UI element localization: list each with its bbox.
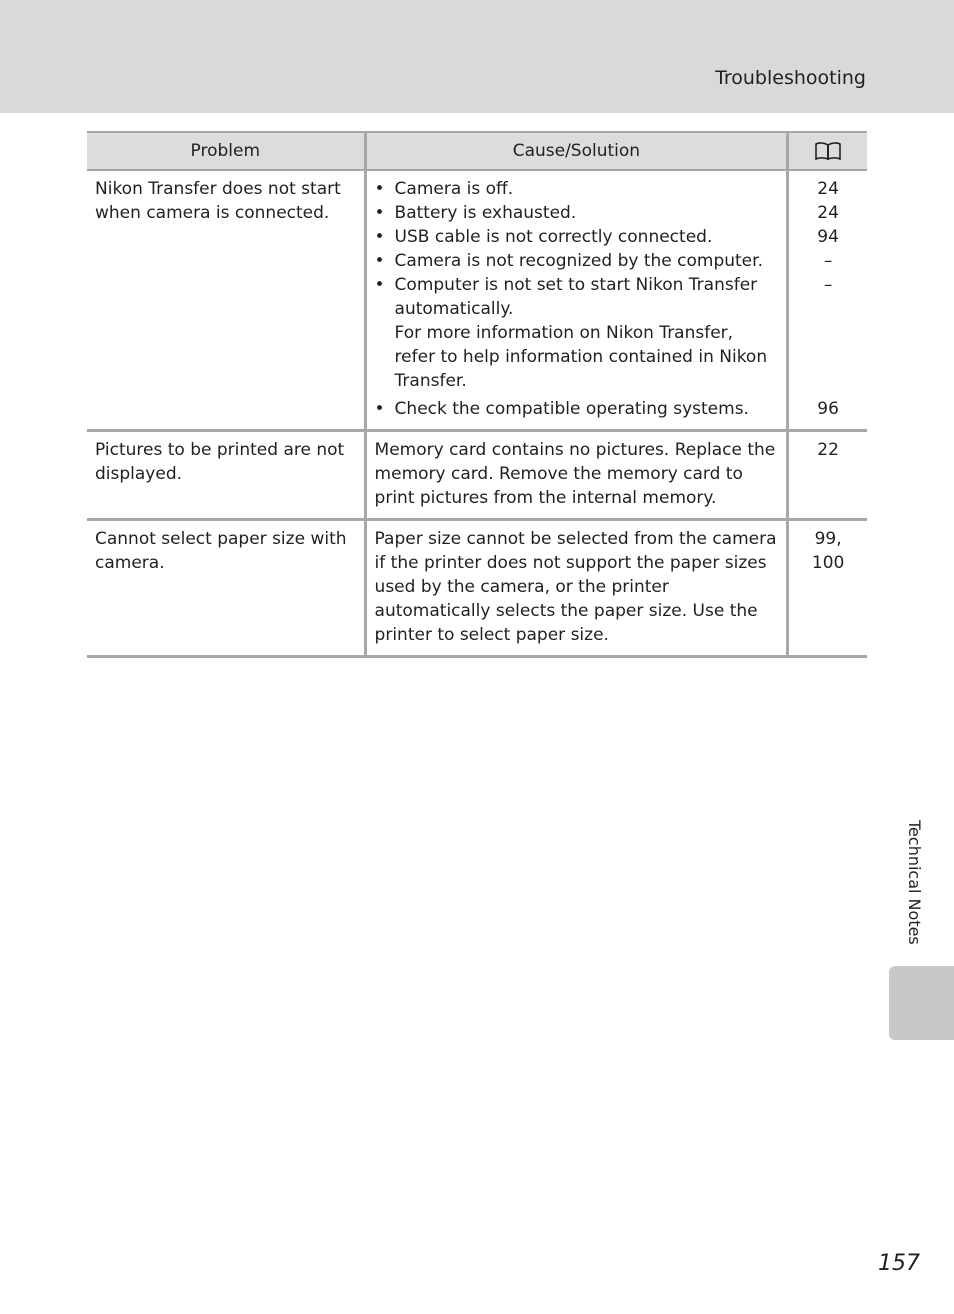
- problem-cell: Pictures to be printed are not displayed.: [87, 431, 365, 520]
- cause-bullet-list: [375, 177, 779, 421]
- cause-cell: Memory card contains no pictures. Replace the memory card. Remove the memory card to print pictures from the internal memory.: [365, 431, 788, 520]
- table-header-row: [87, 132, 867, 170]
- side-tab-label: Technical Notes: [905, 820, 924, 945]
- page-ref: –: [823, 275, 833, 295]
- book-icon: [814, 141, 842, 161]
- page-cell: 22: [788, 431, 867, 520]
- list-item: • Camera is off.: [375, 177, 779, 201]
- list-item: • Check the compatible operating systems.: [375, 397, 779, 421]
- page-cell: [788, 170, 867, 431]
- page-ref: 24: [817, 203, 839, 223]
- list-item: [375, 273, 779, 393]
- side-tab: [889, 966, 954, 1040]
- bullet-text: Computer is not set to start Nikon Transfer automatically.: [394, 275, 758, 319]
- page-ref: 24: [817, 179, 839, 199]
- cause-cell: [365, 170, 788, 431]
- problem-cell: Nikon Transfer does not start when camera is connected.: [87, 170, 365, 431]
- column-header-cause-solution: Cause/Solution: [365, 132, 788, 170]
- section-title: Troubleshooting: [715, 67, 866, 89]
- column-header-page: [788, 132, 867, 170]
- cause-cell: Paper size cannot be selected from the camera if the printer does not support the paper sizes used by the camera, or the printer automatically selects the paper size. Use the printer to select paper size.: [365, 520, 788, 657]
- header-band: [0, 0, 954, 113]
- page-cell: 99, 100: [788, 520, 867, 657]
- page-ref: –: [823, 251, 833, 271]
- list-item: • USB cable is not correctly connected.: [375, 225, 779, 249]
- problem-cell: Cannot select paper size with camera.: [87, 520, 365, 657]
- table-row: [87, 431, 867, 520]
- list-item: • Battery is exhausted.: [375, 201, 779, 225]
- bullet-note: For more information on Nikon Transfer, refer to help information contained in Nikon Transfer.: [394, 323, 768, 391]
- troubleshooting-table: [87, 131, 867, 658]
- table-row: [87, 520, 867, 657]
- table-row: [87, 170, 867, 431]
- column-header-problem: Problem: [87, 132, 365, 170]
- page-number: 157: [878, 1251, 920, 1276]
- page-ref: 96: [817, 399, 839, 419]
- page-ref: 94: [817, 227, 839, 247]
- list-item: • Camera is not recognized by the computer.: [375, 249, 779, 273]
